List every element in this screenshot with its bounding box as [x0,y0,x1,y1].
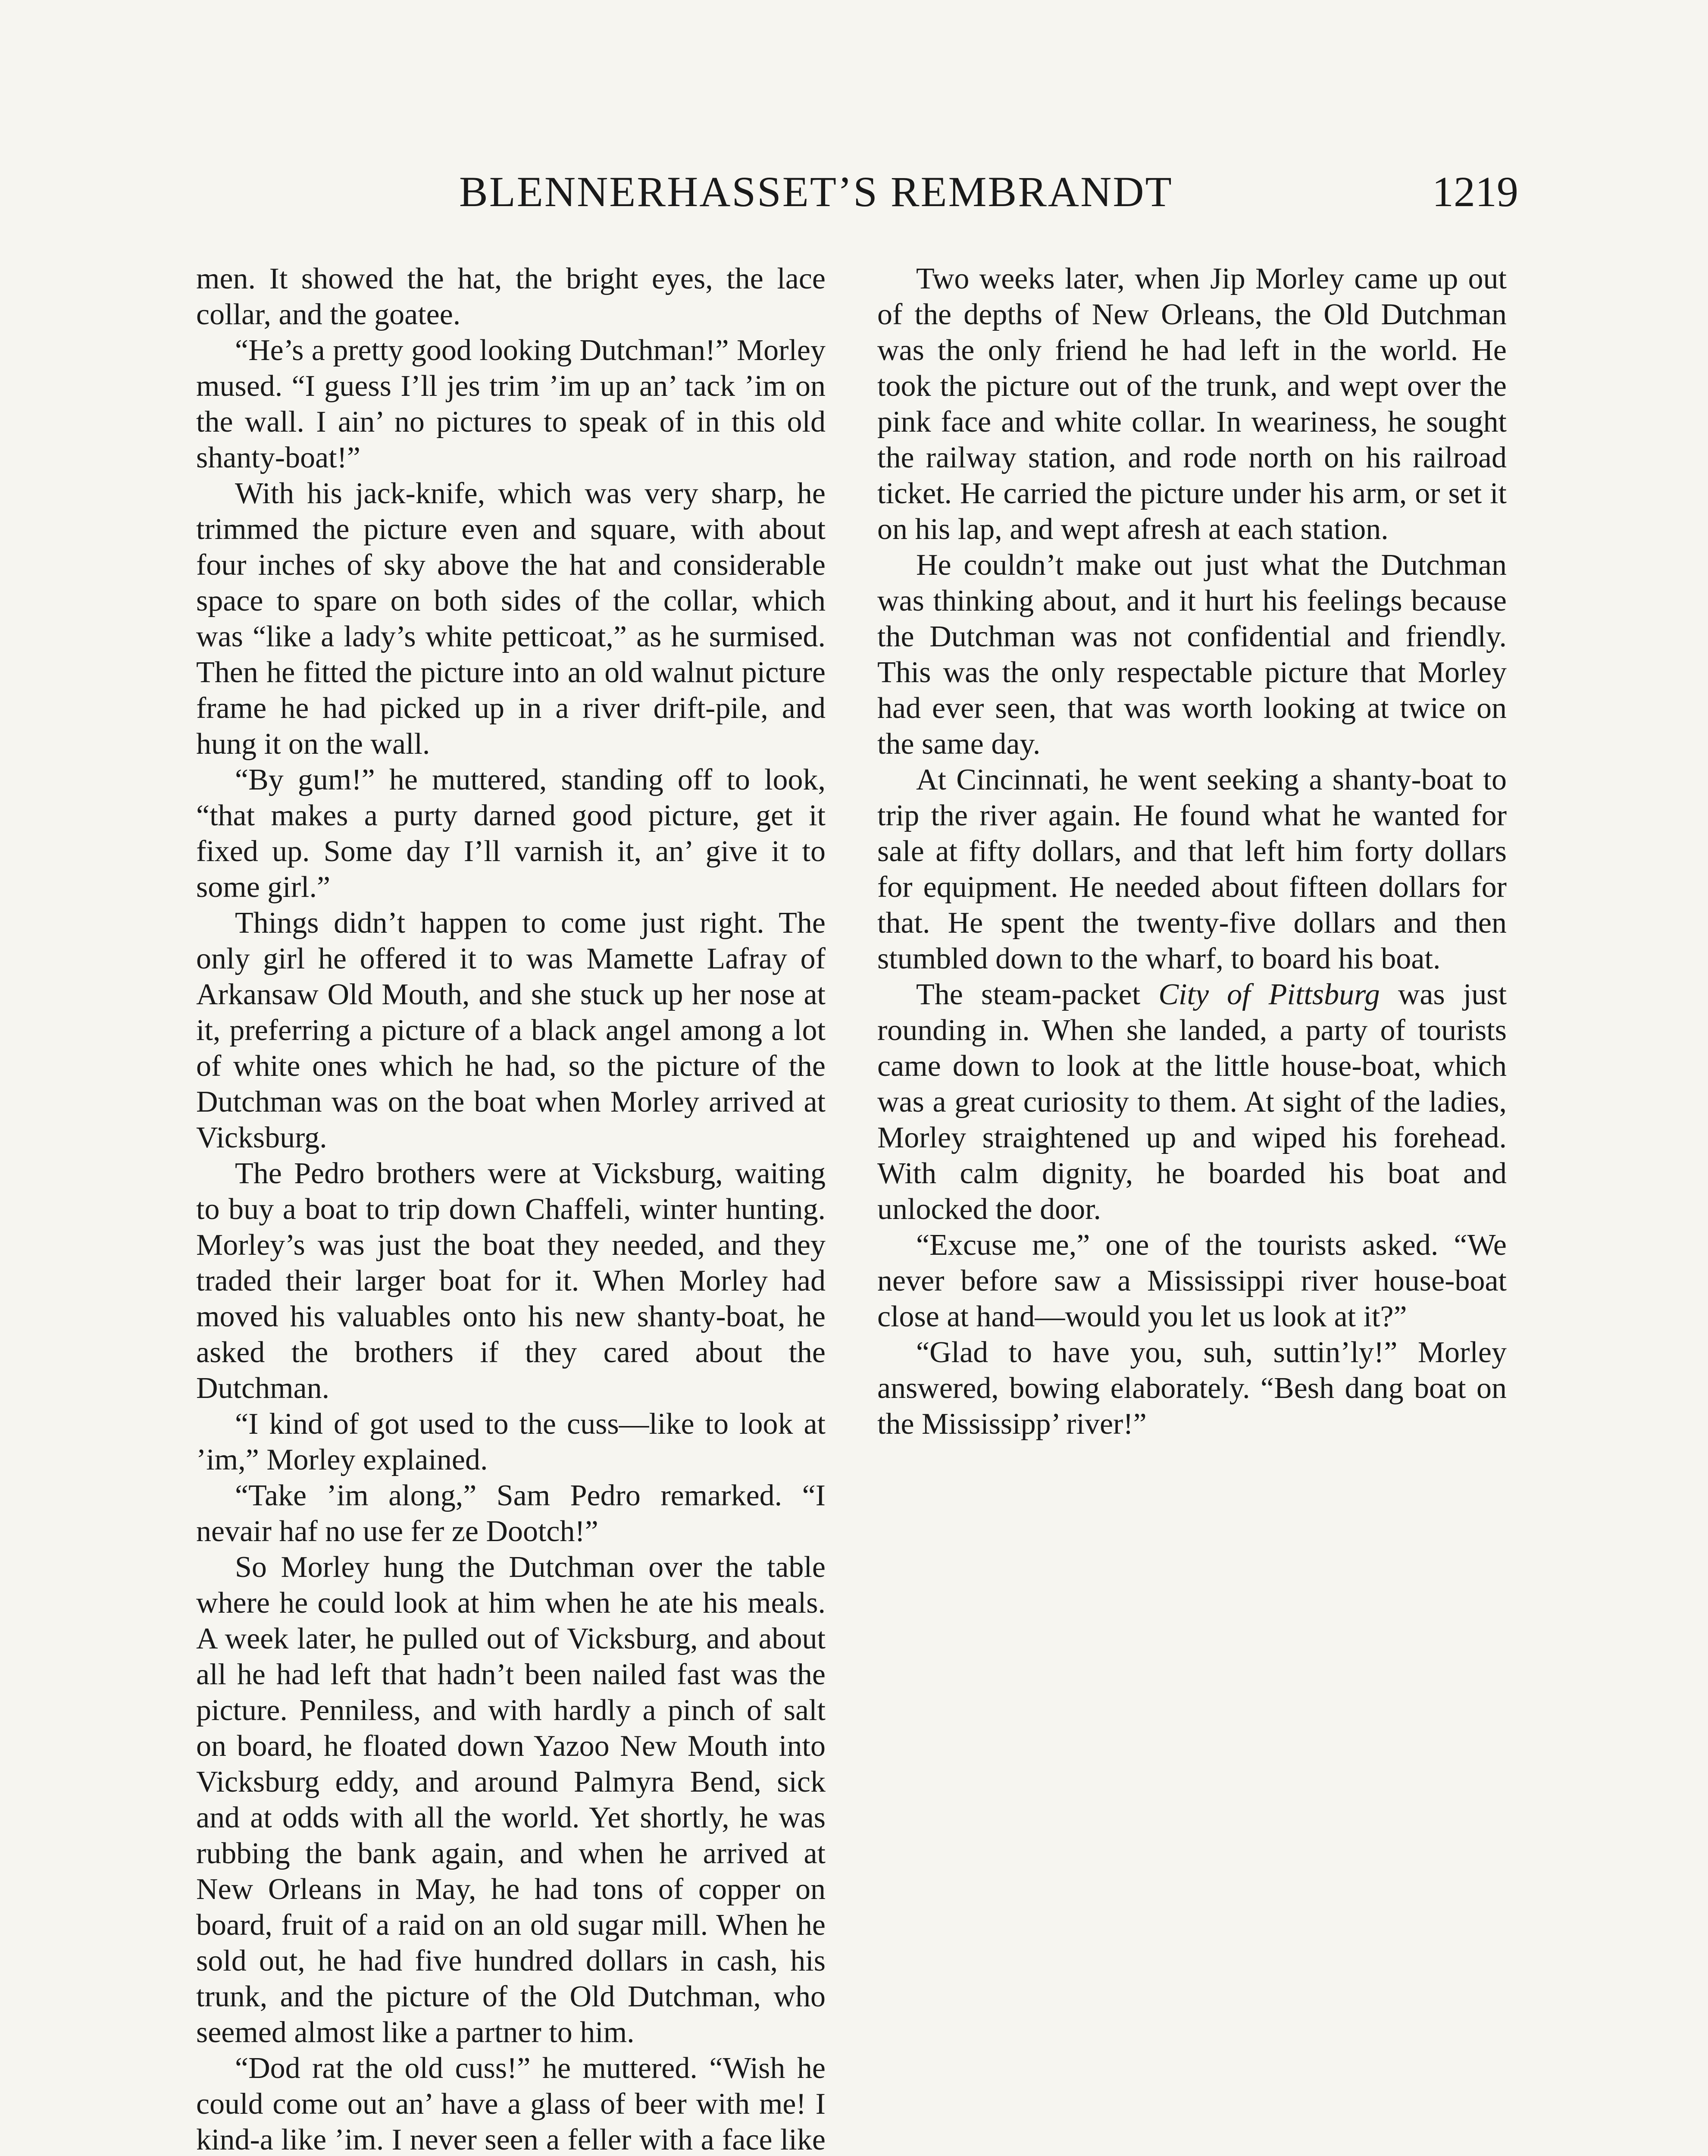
paragraph: He couldn’t make out just what the Dutchman was thinking about, and it hurt his feelings because the Dutchman was not confidential and friendly. This was the only respectable picture that Morley had ever seen, that was worth looking at twice on the same day. [877,548,1507,761]
paragraph: “Glad to have you, suh, suttin’ly!” Morley answered, bowing elaborately. “Besh dang boat on the Mississipp’ river!” [877,1336,1507,1441]
paragraph: “Dod rat the old cuss!” he muttered. “Wish he could come out an’ have a glass of beer with me! I kind-a like ’im. I never seen a feller with a face like [196,2052,826,2156]
paragraph-rest: was just rounding in. When she landed, a party of tourists came down to look at the little house-boat, which was a great curiosity to them. At sight of the ladies, Morley straightened up and wiped his forehead. With calm dignity, he boarded his boat and unlocked the door. [877,978,1507,1226]
paragraph: “By gum!” he muttered, standing off to look, “that makes a purty darned good picture, get it fixed up. Some day I’ll varnish it, an’ give it to some girl.” [196,763,826,904]
ship-name: City of Pittsburg [1158,978,1380,1011]
page-number: 1219 [1432,168,1518,216]
paragraph: At Cincinnati, he went seeking a shanty-boat to trip the river again. He found what he wanted for sale at fifty dollars, and that left him forty dollars for equipment. He needed about fifteen dollars for that. He spent the twenty-five dollars and then stumbled down to the wharf, to board his boat. [877,763,1507,975]
paragraph: So Morley hung the Dutchman over the table where he could look at him when he ate his meals. A week later, he pulled out of Vicksburg, and about all he had left that hadn’t been nailed fast was the picture. Penniless, and with hardly a pinch of salt on board, he floated down Yazoo New Mouth into Vicksburg eddy, and around Palmyra Bend, sick and at odds with all the world. Yet shortly, he was rubbing the bank again, and when he arrived at New Orleans in May, he had tons of copper on board, fruit of a raid on an old sugar mill. When he sold out, he had five hundred dollars in cash, his trunk, and the picture of the Old Dutchman, who seemed almost like a partner to him. [196,1551,826,2049]
paragraph-lead: The steam-packet [916,978,1159,1011]
paragraph: “Take ’im along,” Sam Pedro remarked. “I nevair haf no use fer ze Dootch!” [196,1479,826,1548]
running-title: BLENNERHASSET’S REMBRANDT [459,168,1173,216]
paragraph: “Excuse me,” one of the tourists asked. “We never before saw a Mississippi river house-boat close at hand—would you let us look at it?” [877,1228,1507,1333]
running-head [185,162,1518,222]
paragraph: The Pedro brothers were at Vicksburg, waiting to buy a boat to trip down Chaffeli, winter hunting. Morley’s was just the boat they needed, and they traded their larger boat for it. When Morley had moved his valuables onto his new shanty-boat, he asked the brothers if they cared about the Dutchman. [196,1157,826,1405]
article-body [196,261,1507,2156]
paragraph: “I kind of got used to the cuss—like to look at ’im,” Morley explained. [196,1407,826,1476]
paragraph: men. It showed the hat, the bright eyes, the lace collar, and the goatee. [196,262,826,331]
paragraph: With his jack-knife, which was very sharp, he trimmed the picture even and square, with about four inches of sky above the hat and considerable space to spare on both sides of the collar, which was “like a lady’s white petticoat,” as he surmised. Then he fitted the picture into an old walnut picture frame he had picked up in a river drift-pile, and hung it on the wall. [196,477,826,761]
paragraph: Two weeks later, when Jip Morley came up out of the depths of New Orleans, the Old Dutchman was the only friend he had left in the world. He took the picture out of the trunk, and wept over the pink face and white collar. In weariness, he sought the railway station, and rode north on his railroad ticket. He carried the picture under his arm, or set it on his lap, and wept afresh at each station. [877,262,1507,546]
paragraph: “He’s a pretty good looking Dutchman!” Morley mused. “I guess I’ll jes trim ’im up an’ tack ’im on the wall. I ain’ no pictures to speak of in this old shanty-boat!” [196,334,826,474]
paragraph: Things didn’t happen to come just right. The only girl he offered it to was Mamette Lafray of Arkansaw Old Mouth, and she stuck up her nose at it, preferring a picture of a black angel among a lot of white ones which he had, so the picture of the Dutchman was on the boat when Morley arrived at Vicksburg. [196,906,826,1154]
paragraph [877,977,1507,1227]
